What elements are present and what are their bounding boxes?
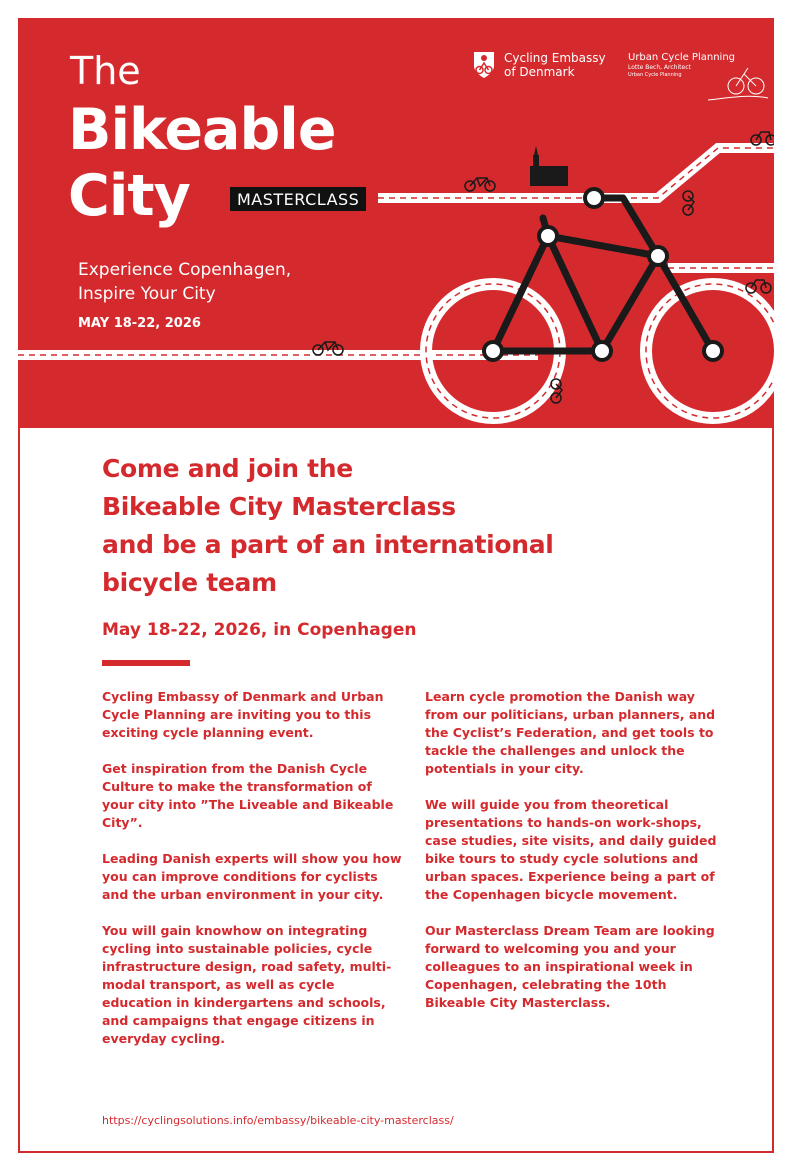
masterclass-tag: MASTERCLASS bbox=[230, 187, 366, 211]
paragraph: Our Masterclass Dream Team are looking forward to welcoming you and your colleagues to an inspirational week in Copenhagen, celebrating the 10th Bikeable City Masterclass. bbox=[425, 923, 715, 1010]
embassy-name-line-2: of Denmark bbox=[504, 65, 575, 79]
title-city: City bbox=[68, 163, 190, 229]
paragraph: We will guide you from theoretical presentations to hands-on work-shops, case studies, site visits, and daily guided bike tours to study cycle solutions and urban spaces. Experience being a part of the Copenhagen bicycle movement. bbox=[425, 797, 717, 902]
tagline-line-2: Inspire Your City bbox=[78, 284, 216, 304]
paragraph: Get inspiration from the Danish Cycle Culture to make the transformation of your city into ”The Liveable and Bikeable City”. bbox=[102, 761, 394, 830]
divider-rule bbox=[102, 660, 190, 666]
headline-line-4: bicycle team bbox=[102, 568, 277, 597]
title-the: The bbox=[70, 49, 141, 93]
ucp-small: Urban Cycle Planning bbox=[628, 72, 682, 78]
headline-line-3: and be a part of an international bbox=[102, 530, 554, 559]
paragraph: You will gain knowhow on integrating cycling into sustainable policies, cycle infrastructure design, road safety, multi-modal transport, as well as cycle education in kindergartens and schools, and campaigns that engage citizens in everyday cycling. bbox=[102, 923, 392, 1046]
paragraph: Leading Danish experts will show you how you can improve conditions for cyclists and the urban environment in your city. bbox=[102, 851, 402, 902]
main-content bbox=[102, 450, 722, 666]
shield-cyclist-icon bbox=[472, 50, 496, 80]
event-date-location: May 18-22, 2026, in Copenhagen bbox=[102, 620, 417, 640]
tagline-line-1: Experience Copenhagen, bbox=[78, 260, 292, 280]
cyclist-sketch-icon bbox=[618, 64, 768, 104]
paragraph: Learn cycle promotion the Danish way from our politicians, urban planners, and the Cyclist’s Federation, and get tools to tackle the challenges and unlock the potentials in your city. bbox=[425, 689, 716, 776]
left-column bbox=[102, 688, 402, 1066]
masterclass-link[interactable]: https://cyclingsolutions.info/embassy/bikeable-city-masterclass/ bbox=[102, 1114, 454, 1127]
hero-date: MAY 18-22, 2026 bbox=[78, 316, 201, 331]
headline-line-2: Bikeable City Masterclass bbox=[102, 492, 456, 521]
ucp-name: Urban Cycle Planning bbox=[628, 52, 736, 63]
cycling-embassy-logo bbox=[472, 50, 614, 80]
embassy-name-line-1: Cycling Embassy bbox=[504, 51, 606, 65]
headline bbox=[102, 450, 722, 602]
tagline bbox=[78, 258, 378, 306]
headline-line-1: Come and join the bbox=[102, 454, 353, 483]
title-bikeable: Bikeable bbox=[68, 97, 336, 163]
urban-cycle-planning-logo bbox=[628, 52, 735, 78]
paragraph: Cycling Embassy of Denmark and Urban Cycle Planning are inviting you to this exciting cycle planning event. bbox=[102, 689, 384, 740]
right-column bbox=[425, 688, 725, 1030]
ucp-person: Lotte Bech, Architect bbox=[628, 64, 691, 71]
hero-banner bbox=[18, 18, 774, 428]
